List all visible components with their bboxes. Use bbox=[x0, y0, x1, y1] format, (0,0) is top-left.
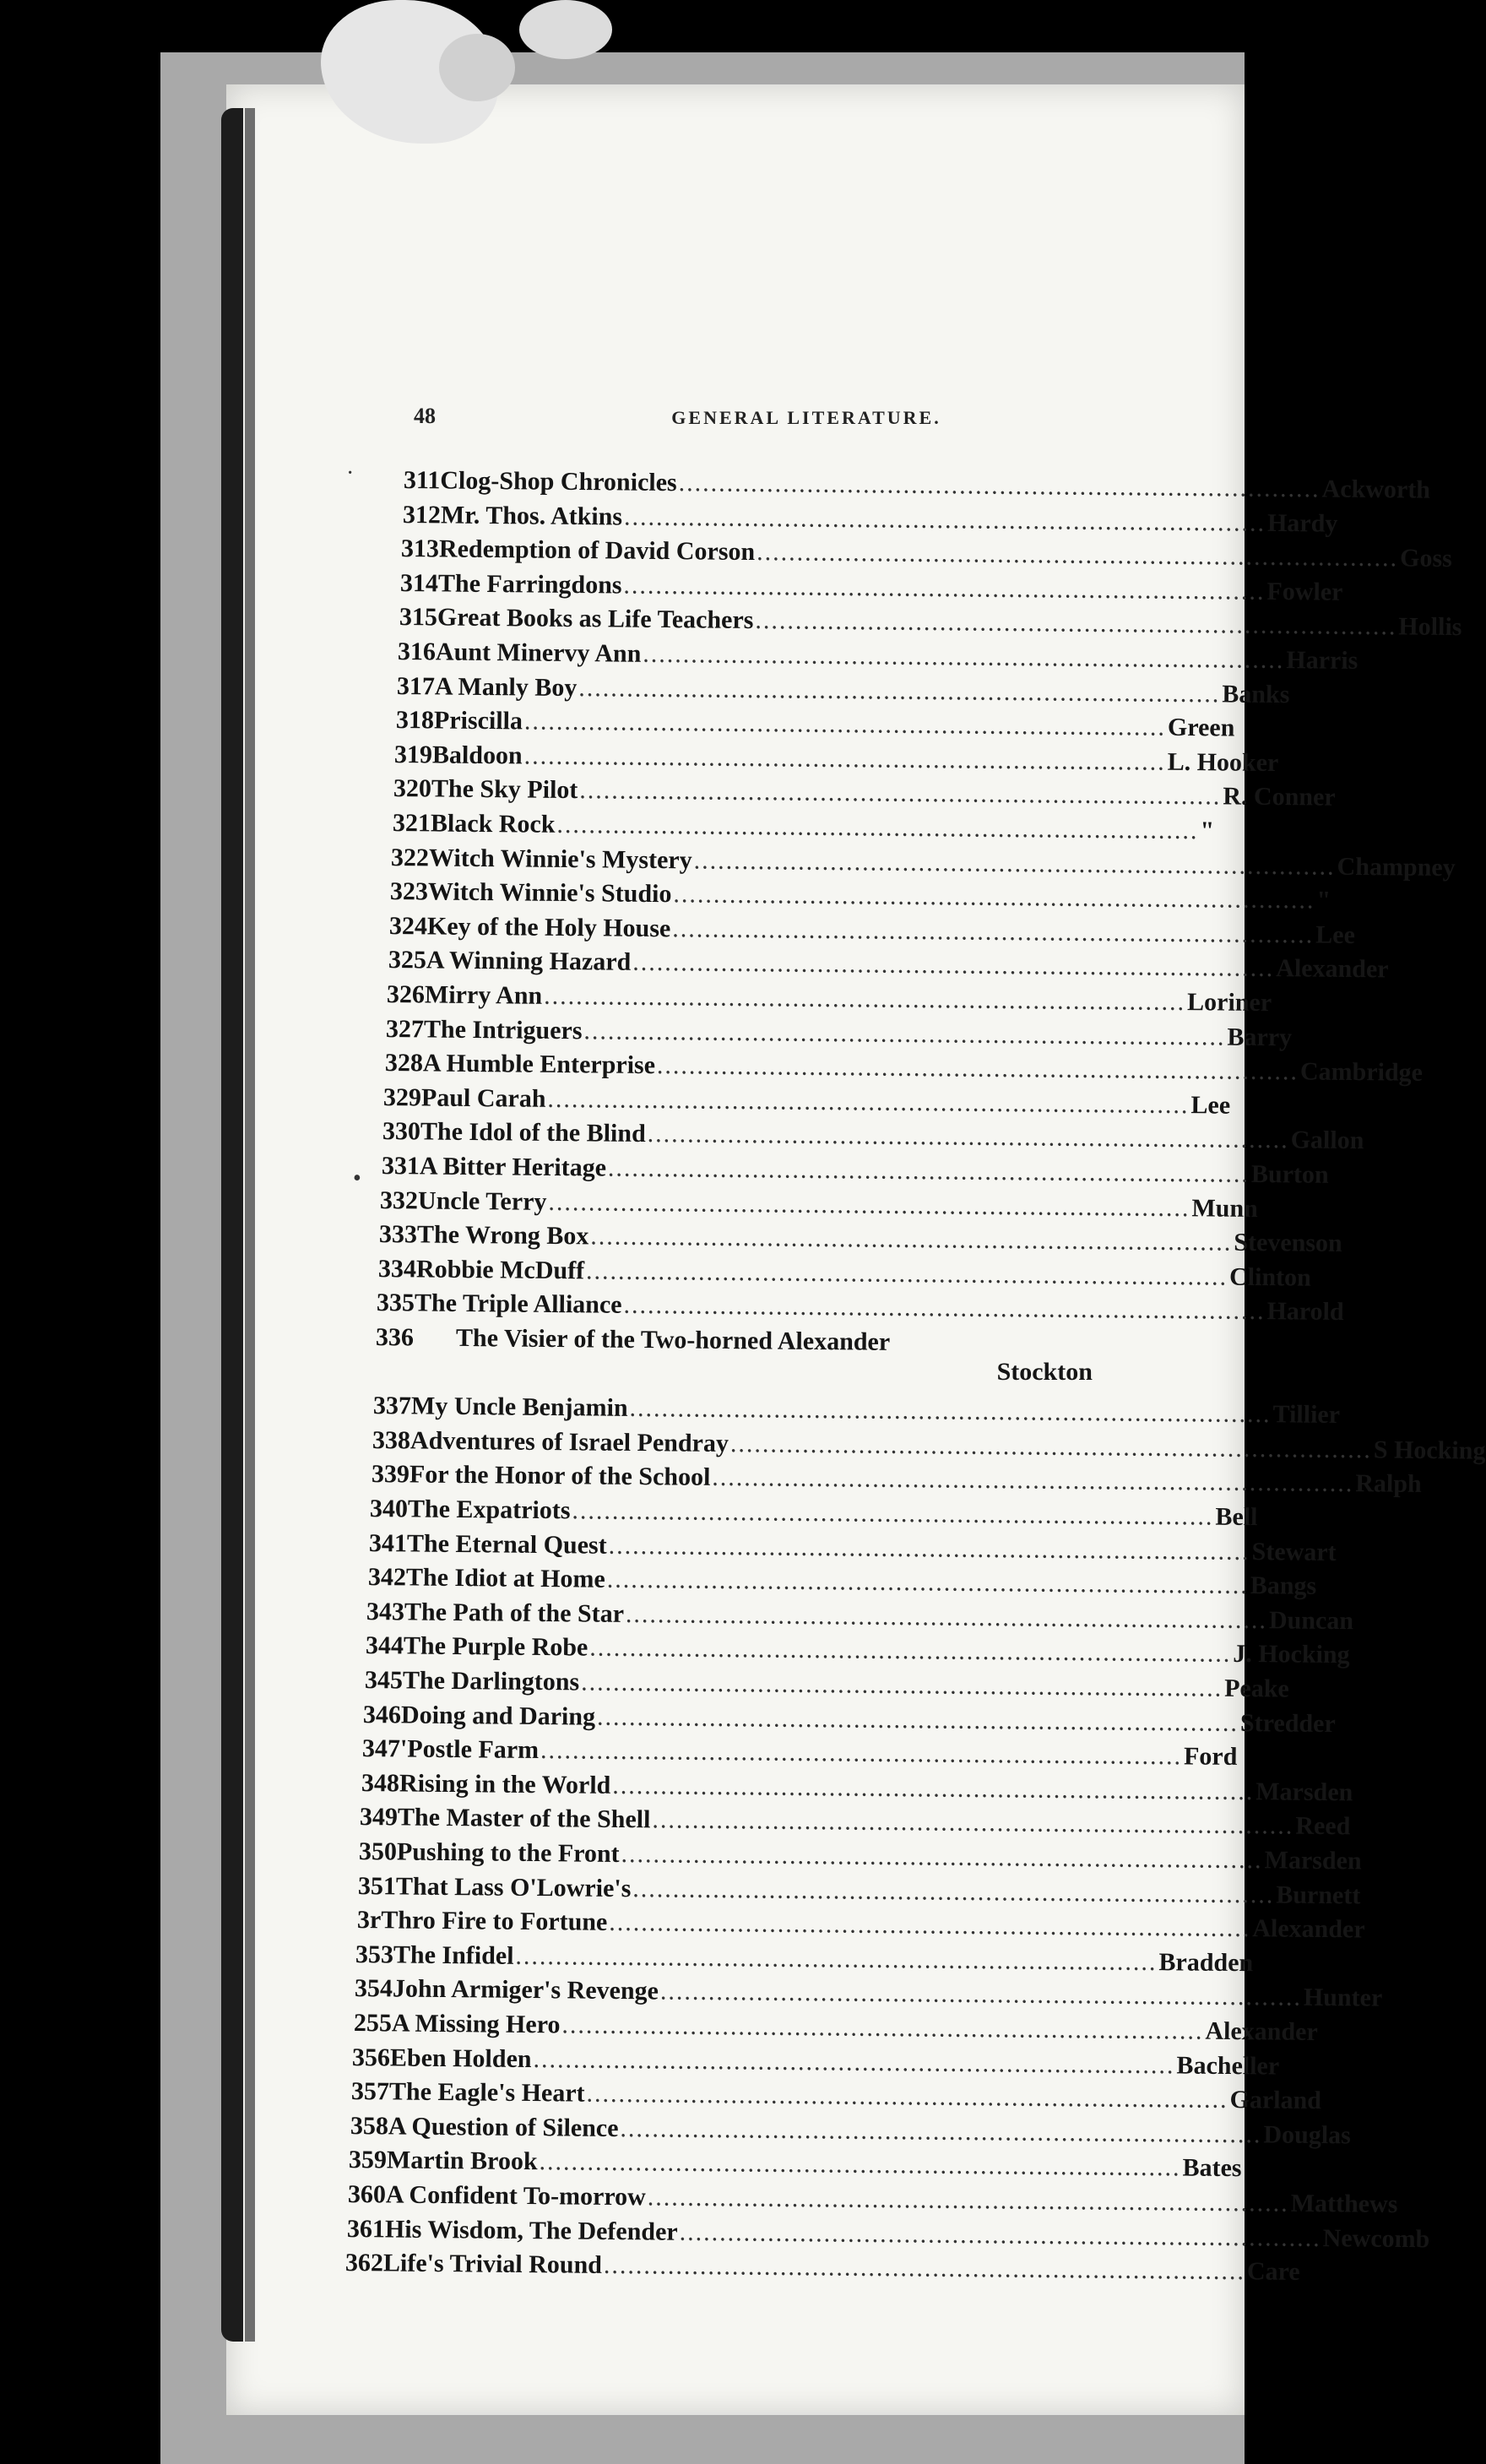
entry-title: The Infidel bbox=[393, 1940, 514, 1970]
dot-leader: ................................................................................ bbox=[619, 2114, 1262, 2149]
entry-title: Witch Winnie's Mystery bbox=[429, 844, 693, 875]
entry-title: The Sky Pilot bbox=[431, 774, 578, 805]
entry-author: Hunter bbox=[1303, 1984, 1383, 2013]
catalogue-entry bbox=[399, 567, 1343, 606]
entry-author: Banks bbox=[1222, 679, 1290, 708]
catalogue-entry bbox=[364, 1664, 1289, 1704]
catalogue-entry bbox=[380, 1185, 1259, 1224]
entry-author: Matthews bbox=[1290, 2189, 1398, 2218]
entry-author: Care bbox=[1247, 2257, 1301, 2287]
entry-number: 311 bbox=[403, 466, 441, 495]
dot-leader: ................................................................................ bbox=[673, 880, 1315, 915]
entry-title: Martin Brook bbox=[387, 2146, 539, 2176]
entry-title: A Confident To-morrow bbox=[385, 2180, 646, 2212]
dot-leader: ................................................................................ bbox=[586, 2079, 1228, 2114]
dot-leader: ................................................................................ bbox=[659, 1977, 1302, 2012]
catalogue-entry bbox=[345, 2247, 1301, 2287]
entry-title: Aunt Minervy Ann bbox=[436, 638, 642, 668]
entry-number: 362 bbox=[345, 2249, 384, 2277]
entry-title: The Idol of the Blind bbox=[420, 1117, 646, 1148]
entry-title: Pushing to the Front bbox=[397, 1837, 620, 1868]
catalogue-entry bbox=[381, 1150, 1329, 1190]
entry-title: Witch Winnie's Studio bbox=[427, 877, 672, 909]
entry-author: L. Hooker bbox=[1167, 747, 1279, 777]
catalogue-entry bbox=[395, 704, 1235, 743]
entry-author: Munn bbox=[1191, 1193, 1259, 1223]
entry-author: Douglas bbox=[1262, 2120, 1351, 2150]
entry-title: The Farringdons bbox=[437, 569, 622, 600]
dot-leader: ................................................................................ bbox=[623, 571, 1266, 605]
dot-leader: ................................................................................ bbox=[626, 1599, 1268, 1635]
catalogue-entry bbox=[361, 1767, 1353, 1807]
entry-title: A Winning Hazard bbox=[426, 946, 631, 977]
entry-title: Uncle Terry bbox=[418, 1186, 547, 1216]
dot-leader: ................................................................................ bbox=[678, 469, 1321, 503]
catalogue-entry bbox=[357, 1870, 1361, 1910]
entry-number: 358 bbox=[350, 2111, 388, 2141]
entry-author: Lee bbox=[1190, 1090, 1231, 1120]
entry-title: A Humble Enterprise bbox=[422, 1049, 655, 1080]
catalogue-entry bbox=[367, 1561, 1317, 1601]
entry-number: 359 bbox=[349, 2146, 388, 2174]
entry-author: Bacheller bbox=[1176, 2050, 1280, 2081]
entry-author: Stredder bbox=[1240, 1708, 1337, 1738]
entry-number: 353 bbox=[355, 1940, 394, 1969]
dot-leader: ................................................................................ bbox=[533, 2044, 1175, 2079]
entry-author: Alexander bbox=[1204, 2016, 1318, 2046]
entry-number: 318 bbox=[395, 706, 434, 735]
dot-leader: ................................................................................ bbox=[540, 1736, 1183, 1771]
entry-author: " bbox=[1200, 817, 1215, 845]
entry-author: Marsden bbox=[1255, 1777, 1353, 1807]
entry-number: 344 bbox=[365, 1631, 404, 1660]
entry-title: For the Honor of the School bbox=[409, 1460, 711, 1492]
catalogue-entry bbox=[368, 1528, 1337, 1567]
entry-title: Thro Fire to Fortune bbox=[380, 1906, 608, 1937]
margin-dot: • bbox=[353, 1165, 361, 1191]
catalogue-entry bbox=[385, 1013, 1293, 1052]
catalogue-entry bbox=[384, 1047, 1423, 1087]
entry-author: Newcomb bbox=[1322, 2223, 1430, 2253]
entry-author: Hardy bbox=[1266, 508, 1338, 538]
entry-number: 341 bbox=[368, 1528, 408, 1558]
entry-title: Redemption of David Corson bbox=[439, 535, 756, 567]
catalogue-entry bbox=[383, 1082, 1231, 1121]
entry-number: 330 bbox=[382, 1117, 421, 1146]
entry-title: The Purple Robe bbox=[403, 1631, 588, 1662]
entry-number: 357 bbox=[350, 2077, 390, 2106]
dot-leader: ................................................................................ bbox=[711, 1463, 1354, 1498]
entry-title: My Uncle Benjamin bbox=[411, 1392, 629, 1423]
catalogue-entry bbox=[356, 1904, 1365, 1944]
catalogue-entry bbox=[371, 1458, 1422, 1499]
dot-leader: ................................................................................ bbox=[652, 1805, 1295, 1841]
entry-title: A Question of Silence bbox=[388, 2112, 619, 2142]
entry-title: Mr. Thos. Atkins bbox=[440, 501, 622, 531]
catalogue-entry bbox=[392, 807, 1215, 846]
entry-number: 361 bbox=[346, 2214, 385, 2244]
dot-leader: ................................................................................ bbox=[548, 1187, 1190, 1222]
entry-author: Ford bbox=[1184, 1742, 1238, 1772]
entry-number: 314 bbox=[399, 568, 439, 598]
dot-leader: ................................................................................ bbox=[579, 776, 1222, 811]
catalogue-entry bbox=[370, 1493, 1259, 1533]
entry-title: That Lass O'Lowrie's bbox=[395, 1872, 632, 1902]
dot-leader: ................................................................................ bbox=[580, 1668, 1223, 1702]
entry-number: 323 bbox=[389, 877, 429, 906]
catalogue-entry bbox=[361, 1733, 1238, 1772]
dot-leader: ................................................................................ bbox=[539, 2147, 1182, 2182]
catalogue-entry bbox=[388, 944, 1389, 984]
entry-title: Doing and Daring bbox=[401, 1701, 596, 1731]
catalogue-entry bbox=[377, 1253, 1311, 1293]
entry-title: Priscilla bbox=[433, 706, 523, 735]
entry-author: Reed bbox=[1295, 1812, 1351, 1841]
catalogue-entry bbox=[391, 842, 1456, 882]
entry-title: John Armiger's Revenge bbox=[392, 1974, 659, 2005]
entry-number: 340 bbox=[370, 1495, 409, 1523]
catalogue-entry bbox=[352, 2042, 1280, 2081]
dot-leader: ................................................................................ bbox=[589, 1633, 1232, 1669]
entry-author: Barry bbox=[1227, 1023, 1293, 1051]
entry-title: Key of the Holy House bbox=[426, 912, 671, 942]
entry-number: 312 bbox=[402, 500, 441, 529]
entry-author: Marsden bbox=[1264, 1846, 1362, 1875]
entry-number: 315 bbox=[399, 603, 437, 632]
entry-title: The Eagle's Heart bbox=[388, 2077, 585, 2108]
entry-title: Robbie McDuff bbox=[415, 1255, 584, 1285]
catalogue-entry bbox=[401, 533, 1453, 573]
entry-title: Rising in the World bbox=[399, 1769, 611, 1799]
dot-leader: ................................................................................ bbox=[561, 2011, 1204, 2045]
dot-leader: ................................................................................ bbox=[729, 1429, 1373, 1464]
dot-leader: ................................................................................ bbox=[679, 2217, 1321, 2252]
entry-number: 322 bbox=[391, 843, 430, 872]
entry-number: 342 bbox=[367, 1563, 406, 1592]
dot-leader: ................................................................................ bbox=[647, 1120, 1289, 1154]
catalogue-entry bbox=[363, 1699, 1337, 1739]
dot-leader: ................................................................................ bbox=[606, 1565, 1249, 1600]
catalogue-entry bbox=[359, 1836, 1362, 1875]
entry-author: R. Conner bbox=[1223, 782, 1336, 812]
dot-leader: ................................................................................ bbox=[671, 915, 1315, 949]
entry-author: Bangs bbox=[1250, 1571, 1317, 1600]
entry-title: The Wrong Box bbox=[416, 1220, 589, 1251]
catalogue-entry bbox=[382, 1115, 1364, 1155]
dot-leader: ................................................................................ bbox=[656, 1051, 1299, 1086]
dot-leader: ................................................................................ bbox=[515, 1941, 1158, 1976]
entry-author: Duncan bbox=[1269, 1606, 1354, 1636]
entry-author: Champney bbox=[1337, 852, 1456, 882]
dot-leader: ................................................................................ bbox=[754, 606, 1397, 641]
entry-title: Baldoon bbox=[432, 741, 523, 770]
entry-author: Loriner bbox=[1187, 988, 1272, 1018]
dot-leader: ................................................................................ bbox=[523, 741, 1167, 776]
entry-number: 354 bbox=[354, 1974, 393, 2003]
dot-leader: ................................................................................ bbox=[611, 1771, 1255, 1805]
entry-number: 321 bbox=[392, 809, 431, 838]
entry-author-continuation: Stockton bbox=[996, 1357, 1093, 1386]
entry-title: The Triple Alliance bbox=[415, 1289, 623, 1320]
entry-author: J. Hocking bbox=[1233, 1640, 1350, 1669]
page-number: 48 bbox=[414, 404, 436, 428]
dot-leader: ................................................................................ bbox=[556, 810, 1199, 845]
margin-dot: · bbox=[346, 460, 355, 486]
entry-author: Ackworth bbox=[1321, 475, 1431, 504]
catalogue-entry bbox=[373, 1390, 1341, 1430]
entry-title: The Eternal Quest bbox=[406, 1529, 607, 1560]
entry-number: 320 bbox=[393, 774, 432, 803]
dot-leader: ................................................................................ bbox=[608, 1908, 1250, 1943]
entry-number: 350 bbox=[359, 1837, 398, 1866]
catalogue-entry bbox=[365, 1630, 1350, 1669]
entry-author: Alexander bbox=[1275, 954, 1389, 984]
catalogue-entry bbox=[402, 499, 1338, 538]
dot-leader: ................................................................................ bbox=[544, 981, 1186, 1017]
entry-author: Bates bbox=[1182, 2153, 1243, 2183]
catalogue-entry bbox=[360, 1801, 1351, 1841]
dot-leader: ................................................................................ bbox=[623, 502, 1266, 537]
catalogue-entry bbox=[393, 773, 1336, 812]
catalogue-entry bbox=[355, 1939, 1254, 1978]
entry-number: 317 bbox=[396, 671, 436, 701]
entry-author: Clinton bbox=[1228, 1262, 1311, 1292]
entry-number: 347 bbox=[361, 1734, 401, 1763]
entry-title: Clog-Shop Chronicles bbox=[440, 466, 677, 497]
entry-author: Hollis bbox=[1397, 612, 1462, 642]
entry-title: The Intriguers bbox=[423, 1015, 583, 1045]
entry-number: 332 bbox=[380, 1186, 419, 1215]
entry-number: 333 bbox=[378, 1220, 418, 1249]
catalogue-entry bbox=[399, 601, 1462, 642]
entry-title: Great Books as Life Teachers bbox=[437, 603, 754, 635]
entry-title: Life's Trivial Round bbox=[383, 2249, 603, 2280]
entry-author: Harris bbox=[1286, 646, 1359, 675]
entry-author: Burnett bbox=[1276, 1881, 1361, 1909]
catalogue-entry bbox=[349, 2144, 1243, 2184]
entry-number: 351 bbox=[357, 1871, 397, 1901]
catalogue-entry bbox=[378, 1218, 1342, 1258]
dot-leader: ................................................................................ bbox=[757, 538, 1399, 573]
entry-number: 3r bbox=[356, 1906, 382, 1935]
entry-author: Peake bbox=[1223, 1674, 1289, 1703]
catalogue-entry bbox=[376, 1322, 1125, 1361]
catalogue-entry bbox=[396, 670, 1290, 709]
entry-title: A Missing Hero bbox=[391, 2009, 561, 2039]
dot-leader: ................................................................................ bbox=[590, 1222, 1233, 1256]
entry-author: Gallon bbox=[1290, 1126, 1364, 1155]
entry-number: 339 bbox=[371, 1460, 409, 1489]
entry-number: 360 bbox=[347, 2180, 387, 2209]
catalogue-entry bbox=[366, 1596, 1354, 1636]
entry-number: 328 bbox=[384, 1049, 423, 1077]
entry-title: The Path of the Star bbox=[404, 1598, 625, 1628]
entry-title: 'Postle Farm bbox=[399, 1734, 540, 1765]
catalogue-entry bbox=[372, 1425, 1486, 1465]
entry-title: His Wisdom, The Defender bbox=[384, 2215, 678, 2246]
entry-author: " bbox=[1316, 886, 1331, 915]
entry-author: Fowler bbox=[1266, 577, 1343, 606]
entry-number: 337 bbox=[373, 1392, 412, 1420]
dot-leader: ................................................................................ bbox=[621, 1839, 1263, 1875]
entry-author: Cambridge bbox=[1299, 1057, 1423, 1087]
catalogue-entry bbox=[403, 464, 1431, 504]
catalogue-entry bbox=[354, 1973, 1383, 2013]
catalogue-entry bbox=[394, 739, 1279, 778]
entry-title: Eben Holden bbox=[390, 2043, 532, 2073]
entry-author: Burton bbox=[1250, 1159, 1329, 1189]
dot-leader: ................................................................................ bbox=[585, 1256, 1228, 1291]
entry-number: 349 bbox=[360, 1803, 399, 1832]
entry-number: 346 bbox=[363, 1700, 402, 1729]
entry-author: Harold bbox=[1266, 1297, 1345, 1327]
dot-leader: ................................................................................ bbox=[523, 707, 1166, 741]
entry-number: 313 bbox=[401, 535, 440, 563]
entry-author: Garland bbox=[1229, 2086, 1322, 2115]
dot-leader: ................................................................................ bbox=[643, 639, 1285, 675]
entry-author: Green bbox=[1167, 713, 1235, 742]
entry-title: Adventures of Israel Pendray bbox=[409, 1426, 729, 1457]
entry-number: 334 bbox=[377, 1254, 416, 1284]
entry-number: 335 bbox=[377, 1289, 415, 1317]
entry-title: The Expatriots bbox=[408, 1495, 572, 1525]
entry-author: Bell bbox=[1215, 1502, 1259, 1532]
catalogue-entry bbox=[347, 2179, 1398, 2218]
entry-title: Mirry Ann bbox=[425, 980, 543, 1010]
entry-number: 343 bbox=[366, 1597, 405, 1626]
entry-number: 356 bbox=[352, 2043, 391, 2072]
entry-number: 319 bbox=[394, 740, 433, 769]
entry-title: Black Rock bbox=[430, 809, 556, 839]
entry-number: 325 bbox=[388, 946, 426, 974]
entry-title: The Idiot at Home bbox=[405, 1563, 605, 1593]
entry-title: The Master of the Shell bbox=[398, 1803, 652, 1834]
dot-leader: ................................................................................ bbox=[647, 2183, 1289, 2217]
entry-number: 324 bbox=[388, 911, 427, 941]
running-title: GENERAL LITERATURE. bbox=[671, 407, 941, 428]
entry-title: The Darlingtons bbox=[402, 1666, 580, 1696]
dot-leader: ................................................................................ bbox=[547, 1084, 1190, 1119]
dot-leader: ................................................................................ bbox=[583, 1016, 1226, 1051]
entry-number: 348 bbox=[361, 1768, 399, 1798]
entry-number: 255 bbox=[353, 2009, 392, 2038]
entry-author: Lee bbox=[1315, 920, 1355, 949]
catalogue-entry bbox=[353, 2007, 1318, 2047]
dot-leader: ................................................................................ bbox=[578, 673, 1221, 708]
catalogue-entry bbox=[377, 1287, 1345, 1327]
dot-leader: ................................................................................ bbox=[632, 948, 1274, 983]
entry-number: 327 bbox=[385, 1014, 425, 1044]
catalogue-entry bbox=[388, 910, 1355, 949]
dot-leader: ................................................................................ bbox=[597, 1702, 1239, 1737]
catalogue-entry bbox=[350, 2076, 1322, 2115]
catalogue-entry bbox=[346, 2213, 1430, 2253]
entry-number: 316 bbox=[398, 638, 437, 666]
dot-leader: ................................................................................ bbox=[623, 1291, 1266, 1326]
entry-number: 336 bbox=[375, 1323, 415, 1352]
entry-number: 331 bbox=[381, 1152, 420, 1180]
entry-author: Tillier bbox=[1272, 1400, 1341, 1430]
entry-author: Goss bbox=[1400, 544, 1453, 573]
dot-leader: ................................................................................ bbox=[572, 1496, 1215, 1531]
dot-leader: ................................................................................ bbox=[607, 1153, 1250, 1188]
catalogue-entry bbox=[389, 876, 1331, 915]
entry-author: Ralph bbox=[1354, 1469, 1422, 1499]
entry-number: 338 bbox=[372, 1425, 411, 1455]
entry-title: A Bitter Heritage bbox=[419, 1152, 606, 1182]
dot-leader: ................................................................................ bbox=[632, 1874, 1275, 1909]
entry-number: 345 bbox=[364, 1666, 403, 1695]
entry-title: A Manly Boy bbox=[434, 672, 578, 702]
dot-leader: ................................................................................ bbox=[604, 2251, 1246, 2286]
entry-author: Alexander bbox=[1251, 1914, 1365, 1944]
entry-title: The Visier of the Two-horned Alexander bbox=[455, 1323, 891, 1356]
catalogue-entry bbox=[398, 636, 1359, 675]
entry-author: Stewart bbox=[1251, 1537, 1337, 1566]
dot-leader: ................................................................................ bbox=[608, 1531, 1250, 1566]
entry-number: 326 bbox=[387, 980, 426, 1009]
dot-leader: ................................................................................ bbox=[693, 846, 1337, 881]
entry-author: Bradden bbox=[1158, 1947, 1254, 1978]
entry-author: S Hocking bbox=[1373, 1436, 1486, 1465]
catalogue-entry bbox=[350, 2110, 1351, 2150]
entry-number: 329 bbox=[383, 1083, 422, 1112]
dot-leader: ................................................................................ bbox=[629, 1394, 1272, 1429]
catalogue-entry bbox=[387, 979, 1272, 1018]
entry-author: Stevenson bbox=[1234, 1228, 1342, 1258]
entry-title: Paul Carah bbox=[421, 1083, 546, 1113]
